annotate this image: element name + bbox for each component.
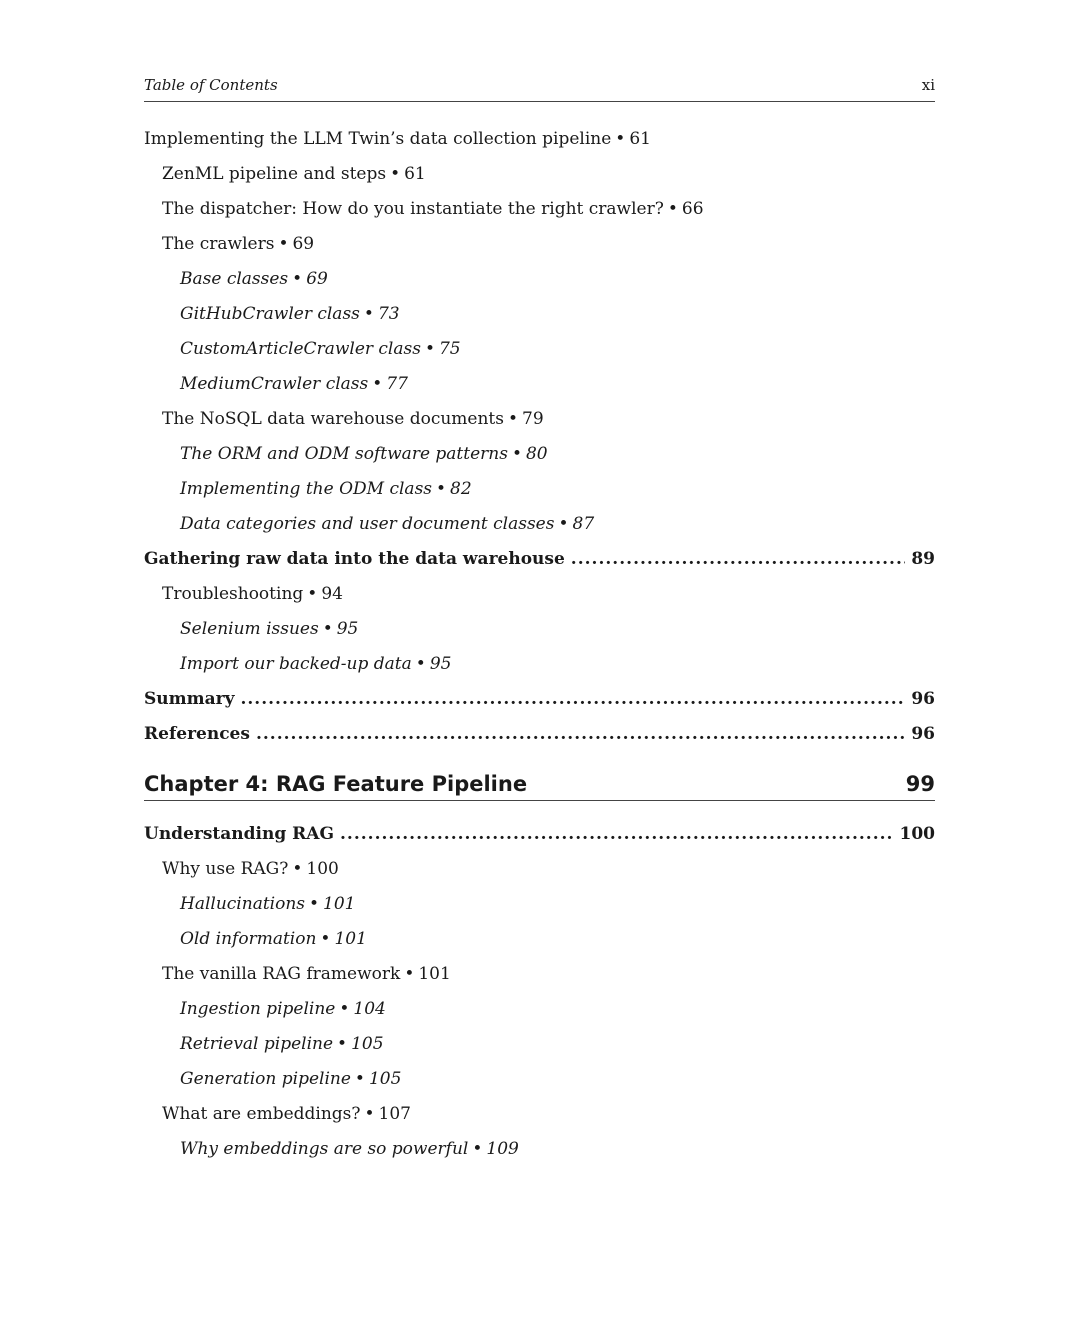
toc-subsubentry[interactable] bbox=[144, 266, 935, 301]
toc-page bbox=[144, 0, 935, 1332]
toc-entry-page: 96 bbox=[911, 689, 935, 709]
toc-entry-page: 82 bbox=[450, 479, 472, 499]
toc-entry-title: Hallucinations bbox=[180, 894, 306, 914]
bullet-separator: • bbox=[424, 339, 435, 359]
toc-entry-title: ZenML pipeline and steps bbox=[162, 164, 387, 184]
header-rule bbox=[144, 101, 935, 102]
toc-subsubentry[interactable] bbox=[144, 891, 935, 926]
bullet-separator: • bbox=[511, 444, 522, 464]
bullet-separator: • bbox=[364, 1104, 375, 1124]
toc-entry-page: 100 bbox=[899, 824, 935, 844]
toc-subsubentry[interactable] bbox=[144, 996, 935, 1031]
bullet-separator: • bbox=[320, 929, 331, 949]
toc-entry-title: Troubleshooting bbox=[162, 584, 304, 604]
bullet-separator: • bbox=[292, 269, 303, 289]
toc-entry-page: 73 bbox=[377, 304, 400, 324]
toc-entry-page: 89 bbox=[911, 549, 935, 569]
bullet-separator: • bbox=[436, 479, 447, 499]
toc-entry-page: 101 bbox=[418, 964, 451, 984]
running-head-title: Table of Contents bbox=[144, 76, 278, 94]
toc-subsubentry[interactable] bbox=[144, 301, 935, 336]
bullet-separator: • bbox=[508, 409, 519, 429]
running-head bbox=[144, 74, 935, 96]
toc-entry-title: The ORM and ODM software patterns bbox=[180, 444, 508, 464]
dot-leader bbox=[256, 721, 905, 756]
toc-entry-page: 96 bbox=[911, 724, 935, 744]
toc-subentry[interactable] bbox=[144, 126, 935, 161]
toc-subentry[interactable] bbox=[144, 581, 935, 616]
toc-entry-title: The vanilla RAG framework bbox=[162, 964, 401, 984]
toc-entry-page: 107 bbox=[378, 1104, 411, 1124]
bullet-separator: • bbox=[363, 304, 374, 324]
bullet-separator: • bbox=[372, 374, 383, 394]
toc-entry-title: Gathering raw data into the data warehouse bbox=[144, 549, 565, 569]
toc-entry-title: MediumCrawler class bbox=[180, 374, 369, 394]
toc-subsubentry[interactable] bbox=[144, 371, 935, 406]
toc-subsubentry[interactable] bbox=[144, 1066, 935, 1101]
toc-entry-title: Data categories and user document classes bbox=[180, 514, 555, 534]
toc-entry-page: 105 bbox=[351, 1034, 384, 1054]
dot-leader bbox=[571, 546, 906, 581]
toc-subsubentry[interactable] bbox=[144, 441, 935, 476]
toc-entry-title: References bbox=[144, 724, 250, 744]
toc-entry-title: Selenium issues bbox=[180, 619, 319, 639]
chapter-rule bbox=[144, 800, 935, 801]
toc-entry-title: What are embeddings? bbox=[162, 1104, 361, 1124]
table-of-contents bbox=[144, 126, 935, 1171]
bullet-separator: • bbox=[390, 164, 401, 184]
toc-entry-page: 61 bbox=[404, 164, 426, 184]
toc-main-entry[interactable] bbox=[144, 546, 935, 581]
chapter-heading[interactable] bbox=[144, 768, 935, 798]
toc-main-entry[interactable] bbox=[144, 686, 935, 721]
toc-entry-title: Understanding RAG bbox=[144, 824, 334, 844]
bullet-separator: • bbox=[307, 584, 318, 604]
toc-entry-page: 95 bbox=[429, 654, 452, 674]
toc-entry-page: 79 bbox=[522, 409, 544, 429]
toc-entry-page: 87 bbox=[572, 514, 595, 534]
toc-subentry[interactable] bbox=[144, 856, 935, 891]
toc-entry-page: 61 bbox=[629, 129, 651, 149]
toc-entry-page: 66 bbox=[681, 199, 704, 219]
toc-entry-title: CustomArticleCrawler class bbox=[180, 339, 421, 359]
toc-subsubentry[interactable] bbox=[144, 1136, 935, 1171]
toc-entry-title: Generation pipeline bbox=[180, 1069, 351, 1089]
bullet-separator: • bbox=[404, 964, 415, 984]
toc-entry-page: 69 bbox=[292, 234, 315, 254]
toc-entry-page: 80 bbox=[525, 444, 548, 464]
toc-subsubentry[interactable] bbox=[144, 651, 935, 686]
toc-subsubentry[interactable] bbox=[144, 476, 935, 511]
toc-entry-title: Ingestion pipeline bbox=[180, 999, 336, 1019]
toc-entry-page: 109 bbox=[486, 1139, 519, 1159]
toc-subsubentry[interactable] bbox=[144, 511, 935, 546]
dot-leader bbox=[340, 821, 894, 856]
toc-entry-title: Why use RAG? bbox=[162, 859, 289, 879]
chapter-page-number: 99 bbox=[905, 772, 935, 796]
toc-entry-page: 95 bbox=[336, 619, 359, 639]
toc-entry-page: 75 bbox=[438, 339, 461, 359]
toc-subsubentry[interactable] bbox=[144, 926, 935, 961]
bullet-separator: • bbox=[615, 129, 626, 149]
toc-entry-title: Why embeddings are so powerful bbox=[180, 1139, 469, 1159]
bullet-separator: • bbox=[337, 1034, 348, 1054]
toc-entry-title: The NoSQL data warehouse documents bbox=[162, 409, 504, 429]
bullet-separator: • bbox=[667, 199, 678, 219]
toc-subentry[interactable] bbox=[144, 1101, 935, 1136]
toc-subentry[interactable] bbox=[144, 961, 935, 996]
bullet-separator: • bbox=[322, 619, 333, 639]
bullet-separator: • bbox=[472, 1139, 483, 1159]
toc-entry-page: 101 bbox=[334, 929, 367, 949]
bullet-separator: • bbox=[354, 1069, 365, 1089]
toc-entry-page: 105 bbox=[368, 1069, 402, 1089]
toc-entry-title: Implementing the LLM Twin’s data collection pipeline bbox=[144, 129, 612, 149]
toc-entry-title: GitHubCrawler class bbox=[180, 304, 360, 324]
toc-subentry[interactable] bbox=[144, 196, 935, 231]
toc-section-chapter-4 bbox=[144, 821, 935, 1171]
toc-entry-page: 101 bbox=[323, 894, 356, 914]
bullet-separator: • bbox=[558, 514, 569, 534]
toc-main-entry[interactable] bbox=[144, 721, 935, 756]
bullet-separator: • bbox=[415, 654, 426, 674]
toc-entry-title: Implementing the ODM class bbox=[180, 479, 433, 499]
toc-entry-page: 100 bbox=[306, 859, 339, 879]
toc-entry-page: 77 bbox=[386, 374, 408, 394]
bullet-separator: • bbox=[292, 859, 303, 879]
toc-entry-title: The dispatcher: How do you instantiate the right crawler? bbox=[162, 199, 664, 219]
toc-entry-title: Base classes bbox=[180, 269, 289, 289]
toc-subentry[interactable] bbox=[144, 161, 935, 196]
toc-subentry[interactable] bbox=[144, 406, 935, 441]
running-head-page-number: xi bbox=[921, 76, 935, 94]
toc-subsubentry[interactable] bbox=[144, 616, 935, 651]
bullet-separator: • bbox=[339, 999, 350, 1019]
toc-entry-page: 69 bbox=[306, 269, 328, 289]
toc-subentry[interactable] bbox=[144, 231, 935, 266]
bullet-separator: • bbox=[278, 234, 289, 254]
dot-leader bbox=[240, 686, 905, 721]
chapter-title: Chapter 4: RAG Feature Pipeline bbox=[144, 772, 528, 796]
toc-entry-title: Import our backed-up data bbox=[180, 654, 412, 674]
toc-entry-title: The crawlers bbox=[162, 234, 275, 254]
toc-entry-page: 94 bbox=[321, 584, 343, 604]
toc-entry-title: Summary bbox=[144, 689, 235, 709]
toc-subsubentry[interactable] bbox=[144, 1031, 935, 1066]
bullet-separator: • bbox=[309, 894, 320, 914]
toc-entry-title: Old information bbox=[180, 929, 317, 949]
toc-section-chapter-3 bbox=[144, 126, 935, 756]
toc-main-entry[interactable] bbox=[144, 821, 935, 856]
toc-entry-title: Retrieval pipeline bbox=[180, 1034, 334, 1054]
toc-subsubentry[interactable] bbox=[144, 336, 935, 371]
toc-entry-page: 104 bbox=[353, 999, 386, 1019]
